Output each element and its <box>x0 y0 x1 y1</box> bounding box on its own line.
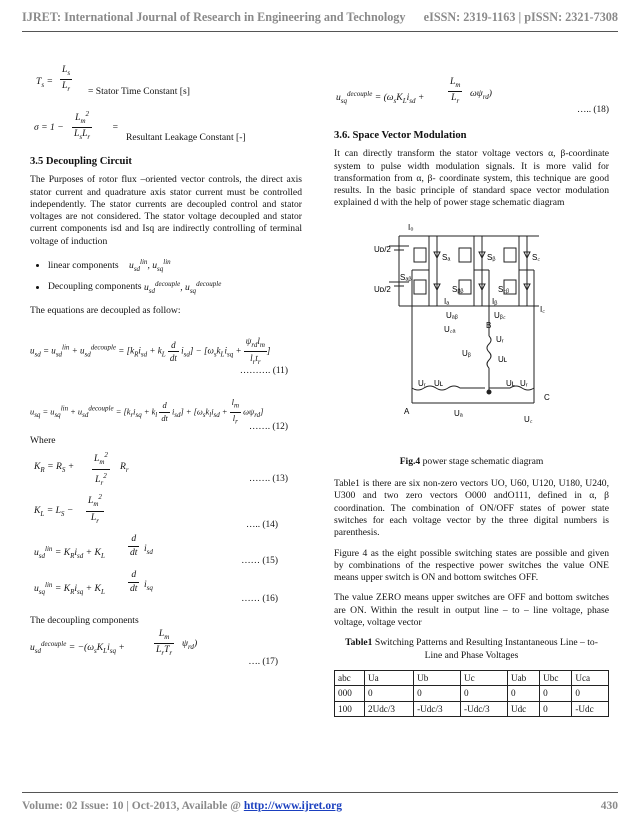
node-c-label: C <box>544 392 550 402</box>
eq13-number: ……. (13) <box>248 474 288 485</box>
winding-ul-c-label: Uʟ <box>506 378 516 388</box>
table-row: 100 2Udc/3 -Udc/3 -Udc/3 Udc 0 -Udc <box>335 701 609 716</box>
current-ic-label: I꜀ <box>540 304 545 314</box>
equation-14: $K_L = L_S$ − $\frac{L_m^2}{L_r}$ ….. (14) <box>34 493 278 531</box>
switch-sa-label: Sₐ <box>442 252 451 262</box>
table-header-row: abc Ua Ub Uc Uab Ubc Uca <box>335 670 609 685</box>
winding-ul-label: Uʟ <box>498 354 508 364</box>
eq14-number: ….. (14) <box>245 520 278 531</box>
power-stage-schematic <box>334 218 609 450</box>
eq11-number: ………. (11) <box>239 366 288 377</box>
figure-caption: Fig.4 power stage schematic diagram <box>399 455 544 467</box>
switching-table <box>334 670 609 717</box>
component-list <box>30 256 302 297</box>
equations-intro: The equations are decoupled as follow: <box>30 304 181 316</box>
decoupling-components-label: The decoupling components <box>30 615 139 627</box>
voltage-ubc-label: Uᵦ꜀ <box>494 310 506 320</box>
equation-13: $K_R = R_S$ + $\frac{L_m^2}{L_r^2}$ $R_r$ ……. (13) <box>34 451 288 487</box>
paragraph-table1: Table1 is there are six non-zero vectors UO, U60, U120, U180, U240, U300 and two zero vectors O000 andO111, defined in α, β coordination. The combination of ON/OFF states of power state switches for each voltage vector by the three digital numbers is parenthesis. <box>334 478 609 539</box>
switch-sbb-label: Sᵦᵦ <box>452 284 464 294</box>
voltage-uc-label: U꜀ <box>524 414 533 424</box>
switch-sab-label: Sₐᵦ <box>400 272 412 282</box>
current-ia-label: Iₐ <box>444 296 450 306</box>
winding-ur-a-label: Uᵣ <box>418 378 426 388</box>
equation-16: $u_{sq}^{lin} = K_Ri_{sq} + K_L$ $\frac{d}{dt}$ $i_{sq}$ …… (16) <box>34 569 278 605</box>
voltage-ua-label: Uₐ <box>454 408 463 418</box>
eq15-number: …… (15) <box>241 556 278 567</box>
equation-18: $u_{sq}^{decouple} = (\omega_sK_Li_{sd}$ + $\frac{L_m}{L_r}$ $\omega\psi_{rd}$) ….. (18) <box>336 76 609 115</box>
left-column <box>30 62 302 668</box>
switch-sb-label: Sᵦ <box>487 252 496 262</box>
paragraph-zero: The value ZERO means upper switches are OFF and bottom switches are ON. Within the result in output line – to – line voltage, phase voltage, voltage vector <box>334 592 609 629</box>
right-column <box>334 76 609 717</box>
winding-ul-a-label: Uʟ <box>434 378 444 388</box>
table-caption: Table1 Switching Patterns and Resulting Instantaneous Line – to-Line and Phase Voltages <box>345 637 598 661</box>
equation-sigma: σ = 1 − $L_m^2$ $L_sL_r$ = Resultant Leakage Constant [-] <box>34 110 246 143</box>
winding-ur-c-label: Uᵣ <box>520 378 528 388</box>
equation-ts: $T_s$ = $\frac{L_s}{L_r}$ = Stator Time Constant [s] <box>36 64 190 97</box>
eq16-number: …… (16) <box>241 594 278 605</box>
page-footer <box>22 800 618 812</box>
page-header <box>22 10 618 25</box>
equation-12: $u_{sq} = u_{sq}^{lin} + u_{sd}^{decouple} = [k_ri_{sq} + k_l$ $\frac{d}{dt}$ $i_{sd}] + [\omega_sk_li_{sd}$ + $\frac{l_m}{l_r}$ $\omega\psi_{rd}$] <box>30 398 264 426</box>
section-3-5-paragraph: The Purposes of rotor flux –oriented vector controls, the direct axis stator current and quadrature axis stator current must be controlled independently. The stator currents are decoupled control and stator voltages are not considered. The stator voltage decoupled and stator current components isd and Isq are indirectly controlling of terminal voltage of induction <box>30 174 302 247</box>
power-stage-figure <box>334 218 609 450</box>
sigma-description: Resultant Leakage Constant [-] <box>126 132 246 143</box>
ud2-top-label: Uᴅ/2 <box>374 244 391 254</box>
section-3-6-title: 3.6. Space Vector Modulation <box>334 130 467 141</box>
where-label: Where <box>30 435 56 447</box>
eq18-number: ….. (18) <box>576 105 609 115</box>
winding-ur-label: Uᵣ <box>496 334 504 344</box>
list-item: • Decoupling components $u_{sd}^{decouple}$, $u_{sq}^{decouple}$ <box>48 277 302 296</box>
voltage-uab-label: Uₐᵦ <box>446 310 458 320</box>
paragraph-figure4: Figure 4 as the eight possible switching states are possible and given by combinations of the respective power switches the value ONE means upper switch is ON and bottom switches OFF. <box>334 547 609 584</box>
node-b-label: B <box>486 320 492 330</box>
ts-description: = Stator Time Constant [s] <box>88 86 190 97</box>
switch-scb-label: S꜀ᵦ <box>498 284 510 294</box>
section-3-5-title: 3.5 Decoupling Circuit <box>30 156 132 167</box>
equation-15: $u_{sd}^{lin} = K_Ri_{sd} + K_L$ $\frac{d}{dt}$ $i_{sd}$ …… (15) <box>34 533 278 567</box>
voltage-uca-label: U꜀ₐ <box>444 324 456 334</box>
id0-label: I₀ <box>408 222 414 232</box>
list-item: • linear components $u_{sd}^{lin}$, $u_{sq}^{lin}$ <box>48 256 302 275</box>
current-ib-label: Iᵦ <box>492 296 498 306</box>
issn: eISSN: 2319-1163 | pISSN: 2321-7308 <box>423 10 618 24</box>
eq17-number: …. (17) <box>248 656 278 667</box>
node-a-label: A <box>404 406 410 416</box>
journal-link[interactable]: http://www.ijret.org <box>243 800 342 812</box>
ud2-bottom-label: Uᴅ/2 <box>374 284 391 294</box>
eq12-number: ……. (12) <box>248 422 288 433</box>
table-row: 000 0 0 0 0 0 0 <box>335 686 609 701</box>
journal-title: IJRET: International Journal of Research in Engineering and Technology <box>22 10 406 24</box>
section-3-6-paragraph: It can directly transform the stator voltage vectors α, β-coordinate system to pulse width modulation signals. It is more valid for transformation from α, β- coordinate system, this technique are good results. In the basic principle of standard space vector modulation explained d with the help of power stage schematic diagram <box>334 148 609 209</box>
header-rule <box>22 31 618 32</box>
equation-11: $u_{sd} = u_{sd}^{lin} + u_{sd}^{decouple} = [k_Ri_{sd} + k_L$ $\frac{d}{dt}$ $i_{sd}] - [\omega_sk_Li_{sq}$ + $\frac{\psi_{rd}l_m}{l_rt_r}$ ] <box>30 336 271 367</box>
page-number: 430 <box>600 800 618 812</box>
footer-rule <box>22 792 618 793</box>
volume-info: Volume: 02 Issue: 10 | Oct-2013, Available @ <box>22 800 244 812</box>
voltage-ub-label: Uᵦ <box>462 348 471 358</box>
equation-17: $u_{sd}^{decouple} = -(\omega_sK_Li_{sq}$ + $L_m$ $L_rT_r$ $\psi_{rd}$) …. (17) <box>30 627 278 667</box>
switch-sc-label: S꜀ <box>532 252 541 262</box>
